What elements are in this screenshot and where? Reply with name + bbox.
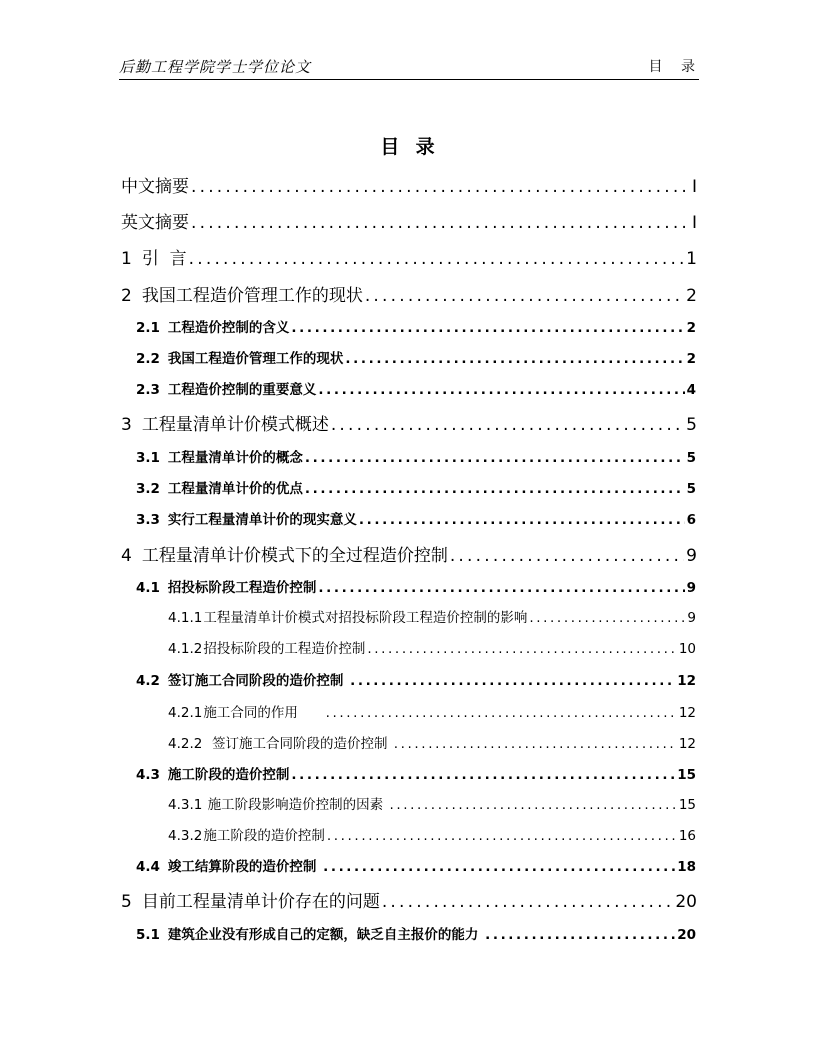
toc-entry[interactable]: [121, 887, 697, 912]
toc-entry-number: 4.1: [136, 580, 160, 596]
toc-entry-page-number: 9: [687, 610, 696, 626]
toc-entry[interactable]: [121, 281, 697, 306]
toc-entry-title: 我国工程造价管理工作的现状: [141, 286, 363, 306]
toc-entry-page-number: 15: [677, 767, 696, 783]
dot-leader: [345, 351, 684, 367]
toc-entry-page-number: 12: [677, 673, 696, 689]
toc-entry[interactable]: [136, 763, 696, 783]
dot-leader: [450, 546, 684, 566]
toc-entry-number: 4.2.1: [168, 705, 203, 721]
dot-leader: [365, 286, 684, 306]
toc-entry-number: 2.3: [136, 382, 160, 398]
dot-leader: [350, 673, 675, 689]
toc-entry-number: 3.1: [136, 450, 160, 466]
toc-entry-title: 中文摘要: [121, 177, 189, 197]
toc-entry-page-number: 15: [678, 797, 696, 813]
toc-entry-title: 施工阶段的造价控制: [203, 828, 325, 844]
toc-entry-number: 4: [121, 546, 132, 566]
toc-entry-title: 签订施工合同阶段的造价控制: [167, 673, 349, 689]
toc-entry-number: 3.2: [136, 481, 160, 497]
toc-heading: 目 录: [380, 136, 436, 158]
toc-entry-number: 2.1: [136, 320, 160, 336]
toc-entry-number: 4.3.1: [168, 797, 203, 813]
toc-entry[interactable]: [136, 347, 696, 367]
dot-leader: [305, 481, 685, 497]
toc-entry-page-number: I: [691, 177, 697, 197]
toc-entry-title: 竣工结算阶段的造价控制: [167, 859, 322, 875]
toc-entry-page-number: 6: [686, 512, 696, 528]
toc-entry[interactable]: [168, 824, 696, 844]
dot-leader: [318, 580, 684, 596]
toc-entry-title: 目前工程量清单计价存在的问题: [141, 892, 380, 912]
toc-entry[interactable]: [168, 732, 696, 752]
toc-entry-page-number: 10: [678, 641, 696, 657]
toc-entry-title: 签订施工合同阶段的造价控制: [203, 736, 392, 752]
dot-leader: [359, 512, 685, 528]
toc-entry-page-number: 20: [677, 927, 696, 943]
toc-entry[interactable]: [136, 446, 696, 466]
toc-entry-number: 4.3: [136, 767, 160, 783]
toc-entry[interactable]: [168, 701, 696, 721]
toc-entry-title: 我国工程造价管理工作的现状: [167, 351, 344, 367]
dot-leader: [327, 828, 677, 844]
dot-leader: [326, 705, 677, 721]
toc-entry-number: 4.4: [136, 859, 160, 875]
toc-entry-title: 工程量清单计价的优点: [167, 481, 303, 497]
toc-entry-title: 工程量清单计价模式下的全过程造价控制: [141, 546, 448, 566]
toc-entry-number: 5.1: [136, 927, 160, 943]
dot-leader: [318, 382, 684, 398]
dot-leader: [191, 177, 690, 197]
header-rule: [119, 79, 699, 80]
dot-leader: [389, 797, 676, 813]
toc-entry[interactable]: [136, 508, 696, 528]
toc-entry-title: 工程量清单计价的概念: [167, 450, 303, 466]
toc-entry-page-number: 20: [675, 892, 697, 912]
dot-leader: [323, 859, 675, 875]
toc-entry-title: 工程量清单计价模式对招投标阶段工程造价控制的影响: [203, 610, 528, 626]
toc-entry-page-number: 1: [686, 249, 697, 269]
dot-leader: [394, 736, 677, 752]
dot-leader: [291, 320, 684, 336]
toc-entry[interactable]: [136, 576, 696, 596]
toc-entry-page-number: 9: [686, 546, 697, 566]
toc-entry-title: 施工阶段影响造价控制的因素: [203, 797, 388, 813]
dot-leader: [191, 213, 690, 233]
toc-entry-page-number: 9: [686, 580, 696, 596]
toc-entry[interactable]: [136, 316, 696, 336]
toc-entry-number: 4.2: [136, 673, 160, 689]
dot-leader: [305, 450, 685, 466]
toc-entry-title: 引 言: [141, 249, 187, 269]
toc-entry[interactable]: [136, 378, 696, 398]
toc-entry-number: 2.2: [136, 351, 160, 367]
toc-entry-number: 5: [121, 892, 132, 912]
dot-leader: [485, 927, 675, 943]
toc-entry-number: 3: [121, 415, 132, 435]
dot-leader: [529, 610, 685, 626]
toc-entry-page-number: 18: [677, 859, 696, 875]
toc-entry-page-number: 5: [686, 415, 697, 435]
dot-leader: [291, 767, 675, 783]
toc-entry-number: 1: [121, 249, 132, 269]
toc-entry-page-number: 2: [686, 351, 696, 367]
toc-entry-page-number: 12: [678, 705, 696, 721]
toc-entry-title: 招投标阶段工程造价控制: [167, 580, 317, 596]
toc-entry-title: 工程造价控制的重要意义: [167, 382, 317, 398]
toc-entry[interactable]: [168, 793, 696, 813]
toc-entry-page-number: 5: [686, 481, 696, 497]
toc-entry-title: 建筑企业没有形成自己的定额，缺乏自主报价的能力: [167, 927, 484, 943]
toc-entry-title: 工程造价控制的含义: [167, 320, 290, 336]
toc-entry-number: 4.3.2: [168, 828, 203, 844]
toc-entry[interactable]: [136, 855, 696, 875]
toc-entry-number: 4.1.1: [168, 610, 203, 626]
header-thesis-title: 后勤工程学院学士学位论文: [119, 58, 312, 76]
toc-entry-number: 4.2.2: [168, 736, 203, 752]
toc-entry-page-number: I: [691, 213, 697, 233]
toc-entry-page-number: 2: [686, 320, 696, 336]
toc-entry[interactable]: [168, 637, 696, 657]
toc-entry-number: 2: [121, 286, 132, 306]
toc-entry-page-number: 12: [678, 736, 696, 752]
toc-entry-page-number: 5: [686, 450, 696, 466]
toc-entry[interactable]: [121, 541, 697, 566]
toc-entry[interactable]: [121, 410, 697, 435]
toc-entry[interactable]: [168, 606, 696, 626]
toc-entry-page-number: 2: [686, 286, 697, 306]
toc-entry[interactable]: [121, 172, 697, 197]
running-header: [119, 56, 697, 78]
header-section-name: 目 录: [648, 59, 695, 75]
toc-entry-title: 实行工程量清单计价的现实意义: [167, 512, 357, 528]
dot-leader: [189, 249, 685, 269]
toc-entry-title: 施工合同的作用: [203, 705, 324, 721]
dot-leader: [382, 892, 674, 912]
toc-entry-title: 英文摘要: [121, 213, 189, 233]
toc-entry[interactable]: [136, 923, 696, 943]
toc-entry-title: 施工阶段的造价控制: [167, 767, 290, 783]
toc-entry-title: 招投标阶段的工程造价控制: [203, 641, 366, 657]
toc-entry[interactable]: [136, 477, 696, 497]
toc-entry-title: 工程量清单计价模式概述: [141, 415, 329, 435]
dot-leader: [367, 641, 676, 657]
toc-entry-number: 3.3: [136, 512, 160, 528]
dot-leader: [331, 415, 684, 435]
toc-entry[interactable]: [121, 244, 697, 269]
toc-entry-number: 4.1.2: [168, 641, 203, 657]
toc-entry-page-number: 16: [678, 828, 696, 844]
toc-entry[interactable]: [136, 669, 696, 689]
toc-entry[interactable]: [121, 208, 697, 233]
toc-entry-page-number: 4: [686, 382, 696, 398]
